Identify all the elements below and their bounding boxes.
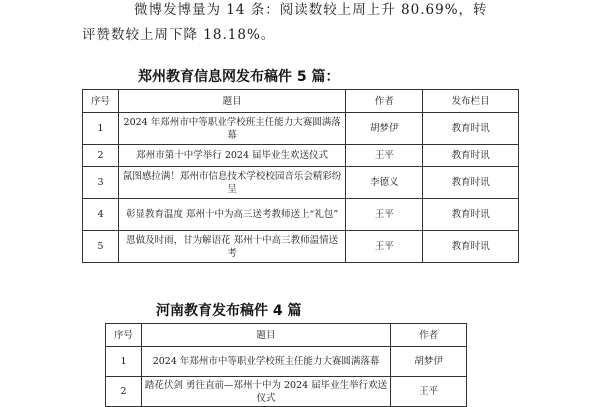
row-author: 王平 [346, 231, 423, 263]
header-no: 序号 [106, 324, 142, 347]
row-no: 2 [83, 145, 119, 167]
header-column: 发布栏目 [423, 90, 519, 113]
summary-line-1: 微博发博量为 14 条：阅读数较上周上升 80.69%，转 [134, 2, 488, 18]
row-author: 王平 [346, 199, 423, 231]
row-title: 2024 年郑州市中等职业学校班主任能力大赛圆满落幕 [118, 113, 345, 145]
row-column: 教育时讯 [423, 231, 519, 263]
summary-paragraph [82, 0, 542, 48]
table-header-row [83, 90, 519, 113]
row-no: 5 [83, 231, 119, 263]
row-title: 郑州市第十中学举行 2024 届毕业生欢送仪式 [118, 145, 345, 167]
row-author: 王平 [391, 377, 467, 407]
row-author: 胡梦伊 [391, 347, 467, 377]
table-row [83, 145, 519, 167]
summary-line-2: 评赞数较上周下降 18.18%。 [82, 27, 276, 43]
row-no: 4 [83, 199, 119, 231]
table-header-row [106, 324, 467, 347]
row-title: 2024 年郑州市中等职业学校班主任能力大赛圆满落幕 [141, 347, 390, 377]
header-title: 题目 [118, 90, 345, 113]
row-column: 教育时讯 [423, 167, 519, 199]
table-row [106, 377, 467, 407]
row-title: 恩做及时雨，甘为解语花 郑州十中高三教师温情送考 [118, 231, 345, 263]
table-row [106, 347, 467, 377]
row-author: 李德义 [346, 167, 423, 199]
row-author: 胡梦伊 [346, 113, 423, 145]
header-no: 序号 [83, 90, 119, 113]
section1-heading: 郑州教育信息网发布稿件 5 篇： [138, 69, 340, 85]
row-no: 2 [106, 377, 142, 407]
table-row [83, 231, 519, 263]
row-column: 教育时讯 [423, 145, 519, 167]
row-title: 氤图感拉满！郑州市信息技术学校校园音乐会精彩纷呈 [118, 167, 345, 199]
table-row [83, 167, 519, 199]
row-no: 1 [106, 347, 142, 377]
header-title: 题目 [141, 324, 390, 347]
header-author: 作者 [391, 324, 467, 347]
row-author: 王平 [346, 145, 423, 167]
table-row [83, 199, 519, 231]
section2-table [105, 323, 467, 407]
row-column: 教育时讯 [423, 199, 519, 231]
row-no: 3 [83, 167, 119, 199]
row-column: 教育时讯 [423, 113, 519, 145]
row-title: 踏花伏剑 勇往直前—郑州十中为 2024 届毕业生举行欢送仪式 [141, 377, 390, 407]
header-author: 作者 [346, 90, 423, 113]
row-title: 彰显教育温度 郑州十中为高三送考教师送上“礼包” [118, 199, 345, 231]
section1-table [82, 89, 519, 263]
section2-heading: 河南教育发布稿件 4 篇 [156, 303, 302, 319]
row-no: 1 [83, 113, 119, 145]
table-row [83, 113, 519, 145]
